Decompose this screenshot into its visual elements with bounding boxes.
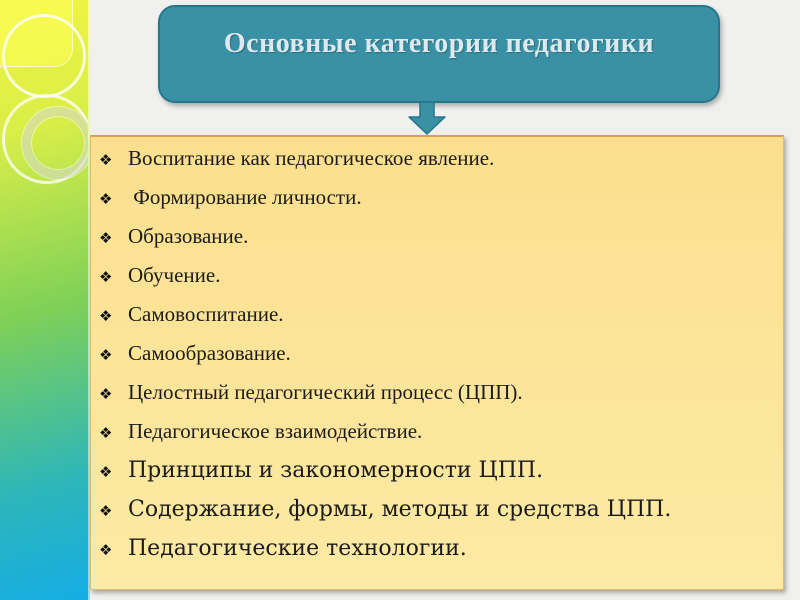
diamond-bullet-icon: ❖ [99,346,113,364]
list-item-label: Принципы и закономерности ЦПП. [128,458,544,483]
list-item-label: Педагогические технологии. [128,536,467,561]
list-item [99,334,769,373]
list-item [99,178,769,217]
list-item-label: Формирование личности. [128,185,362,209]
diamond-bullet-icon: ❖ [99,268,113,286]
list-item [99,295,769,334]
list-item [99,451,769,490]
category-list [91,137,783,568]
left-decor-strip [0,0,90,600]
diamond-bullet-icon: ❖ [99,541,113,559]
list-item [99,490,769,529]
diamond-bullet-icon: ❖ [99,463,113,481]
content-panel [90,135,784,590]
list-item [99,139,769,178]
list-item-label: Содержание, формы, методы и средства ЦПП. [128,497,672,522]
list-item [99,529,769,568]
donut-ring-icon [22,107,90,179]
list-item [99,412,769,451]
list-item-label: Образование. [128,224,249,248]
diamond-bullet-icon: ❖ [99,385,113,403]
diamond-bullet-icon: ❖ [99,307,113,325]
list-item-label: Самообразование. [128,341,291,365]
down-arrow-icon [407,102,447,135]
list-item [99,256,769,295]
slide-title: Основные категории педагогики [223,28,655,59]
list-item-label: Воспитание как педагогическое явление. [128,146,495,170]
list-item [99,217,769,256]
diamond-bullet-icon: ❖ [99,151,113,169]
list-item-label: Обучение. [128,263,221,287]
list-item [99,373,769,412]
list-item-label: Самовоспитание. [128,302,284,326]
title-banner [158,5,720,103]
list-item-label: Целостный педагогический процесс (ЦПП). [128,380,523,404]
list-item-label: Педагогическое взаимодействие. [128,419,423,443]
ring-icon [2,14,86,98]
diamond-bullet-icon: ❖ [99,229,113,247]
diamond-bullet-icon: ❖ [99,424,113,442]
diamond-bullet-icon: ❖ [99,502,113,520]
diamond-bullet-icon: ❖ [99,190,113,208]
